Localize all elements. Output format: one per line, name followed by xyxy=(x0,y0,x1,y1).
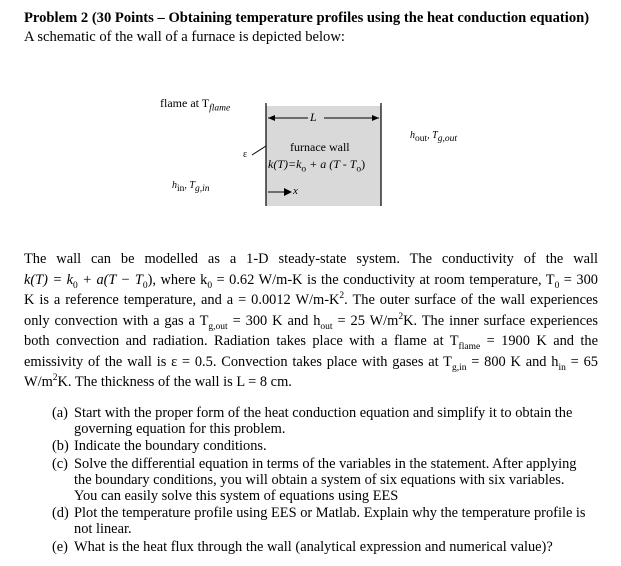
question-text: Indicate the boundary conditions. xyxy=(74,438,267,455)
wall-rectangle xyxy=(266,106,381,206)
outer-convection-label: $h_{out}$, $T_{g,out}$ xyxy=(410,130,457,144)
question-item-a xyxy=(52,405,590,437)
question-item-d xyxy=(52,505,590,537)
question-item-e xyxy=(52,539,590,555)
question-list xyxy=(52,405,590,556)
x-label: x xyxy=(293,185,298,197)
emissivity-label: ε xyxy=(243,149,248,160)
question-label: (c) xyxy=(52,455,68,472)
question-text: Plot the temperature profile using EES or Matlab. Explain why the temperature profile is not linear. xyxy=(74,505,586,538)
length-label: L xyxy=(310,110,317,124)
flame-label: flame at $T_{flame}$ xyxy=(160,96,231,114)
para-line-6: emissivity of the wall is ε = 0.5. Convection takes place with gases at $T_{g,in} = 800$ K and $h_{in} = 65$ xyxy=(24,353,598,373)
para-line-3: K is a reference temperature, and a = 0.0012 $W/m-K^2$. The outer surface of the wall experiences xyxy=(24,291,598,308)
question-text: What is the heat flux through the wall (analytical expression and numerical value)? xyxy=(74,538,553,555)
question-item-c xyxy=(52,456,590,505)
para-line-2: $k(T) = k_0 + a(T - T_0)$, where $k_0 = 0.62$ W/m-K is the conductivity at room temperature, $T_0 = 300$ xyxy=(24,271,598,291)
emissivity-pointer xyxy=(252,146,266,155)
problem-title: Problem 2 (30 Points – Obtaining temperature profiles using the heat conduction equation) xyxy=(24,10,590,26)
question-label: (b) xyxy=(52,438,69,455)
inner-convection-label: $h_{in}$, $T_{g,in}$ xyxy=(172,180,210,194)
question-text: Start with the proper form of the heat conduction equation and simplify it to obtain the governing equation for this problem. xyxy=(74,405,573,438)
para-line-4: only convection with a gas a $T_{g,out} = 300$ K and $h_{out} = 25$ $W/m^2K$. The inner surface experiences xyxy=(24,311,598,332)
conductivity-expression: $k(T)=k_o + a$ $(T - T_o)$ xyxy=(268,157,366,175)
question-label: (d) xyxy=(52,505,69,522)
para-line-7: $W/m^2K$. The thickness of the wall is L = 8 cm. xyxy=(24,373,292,390)
problem-description xyxy=(24,249,598,393)
para-line-5: both convection and radiation. Radiation takes place with a flame at $T_{flame} = 1900$ K and the xyxy=(24,333,599,352)
problem-intro: A schematic of the wall of a furnace is depicted below: xyxy=(24,29,345,45)
question-label: (a) xyxy=(52,405,68,421)
question-label: (e) xyxy=(52,538,68,555)
wall-label: furnace wall xyxy=(290,140,350,154)
question-text: Solve the differential equation in terms of the variables in the statement. After applying the boundary conditions, you will obtain a system of six equations with six variables. You can easily solve this system of equations using EES xyxy=(74,455,577,505)
question-item-b xyxy=(52,438,590,454)
para-line-1: The wall can be modelled as a 1-D steady-state system. The conductivity of the wall xyxy=(24,251,598,267)
